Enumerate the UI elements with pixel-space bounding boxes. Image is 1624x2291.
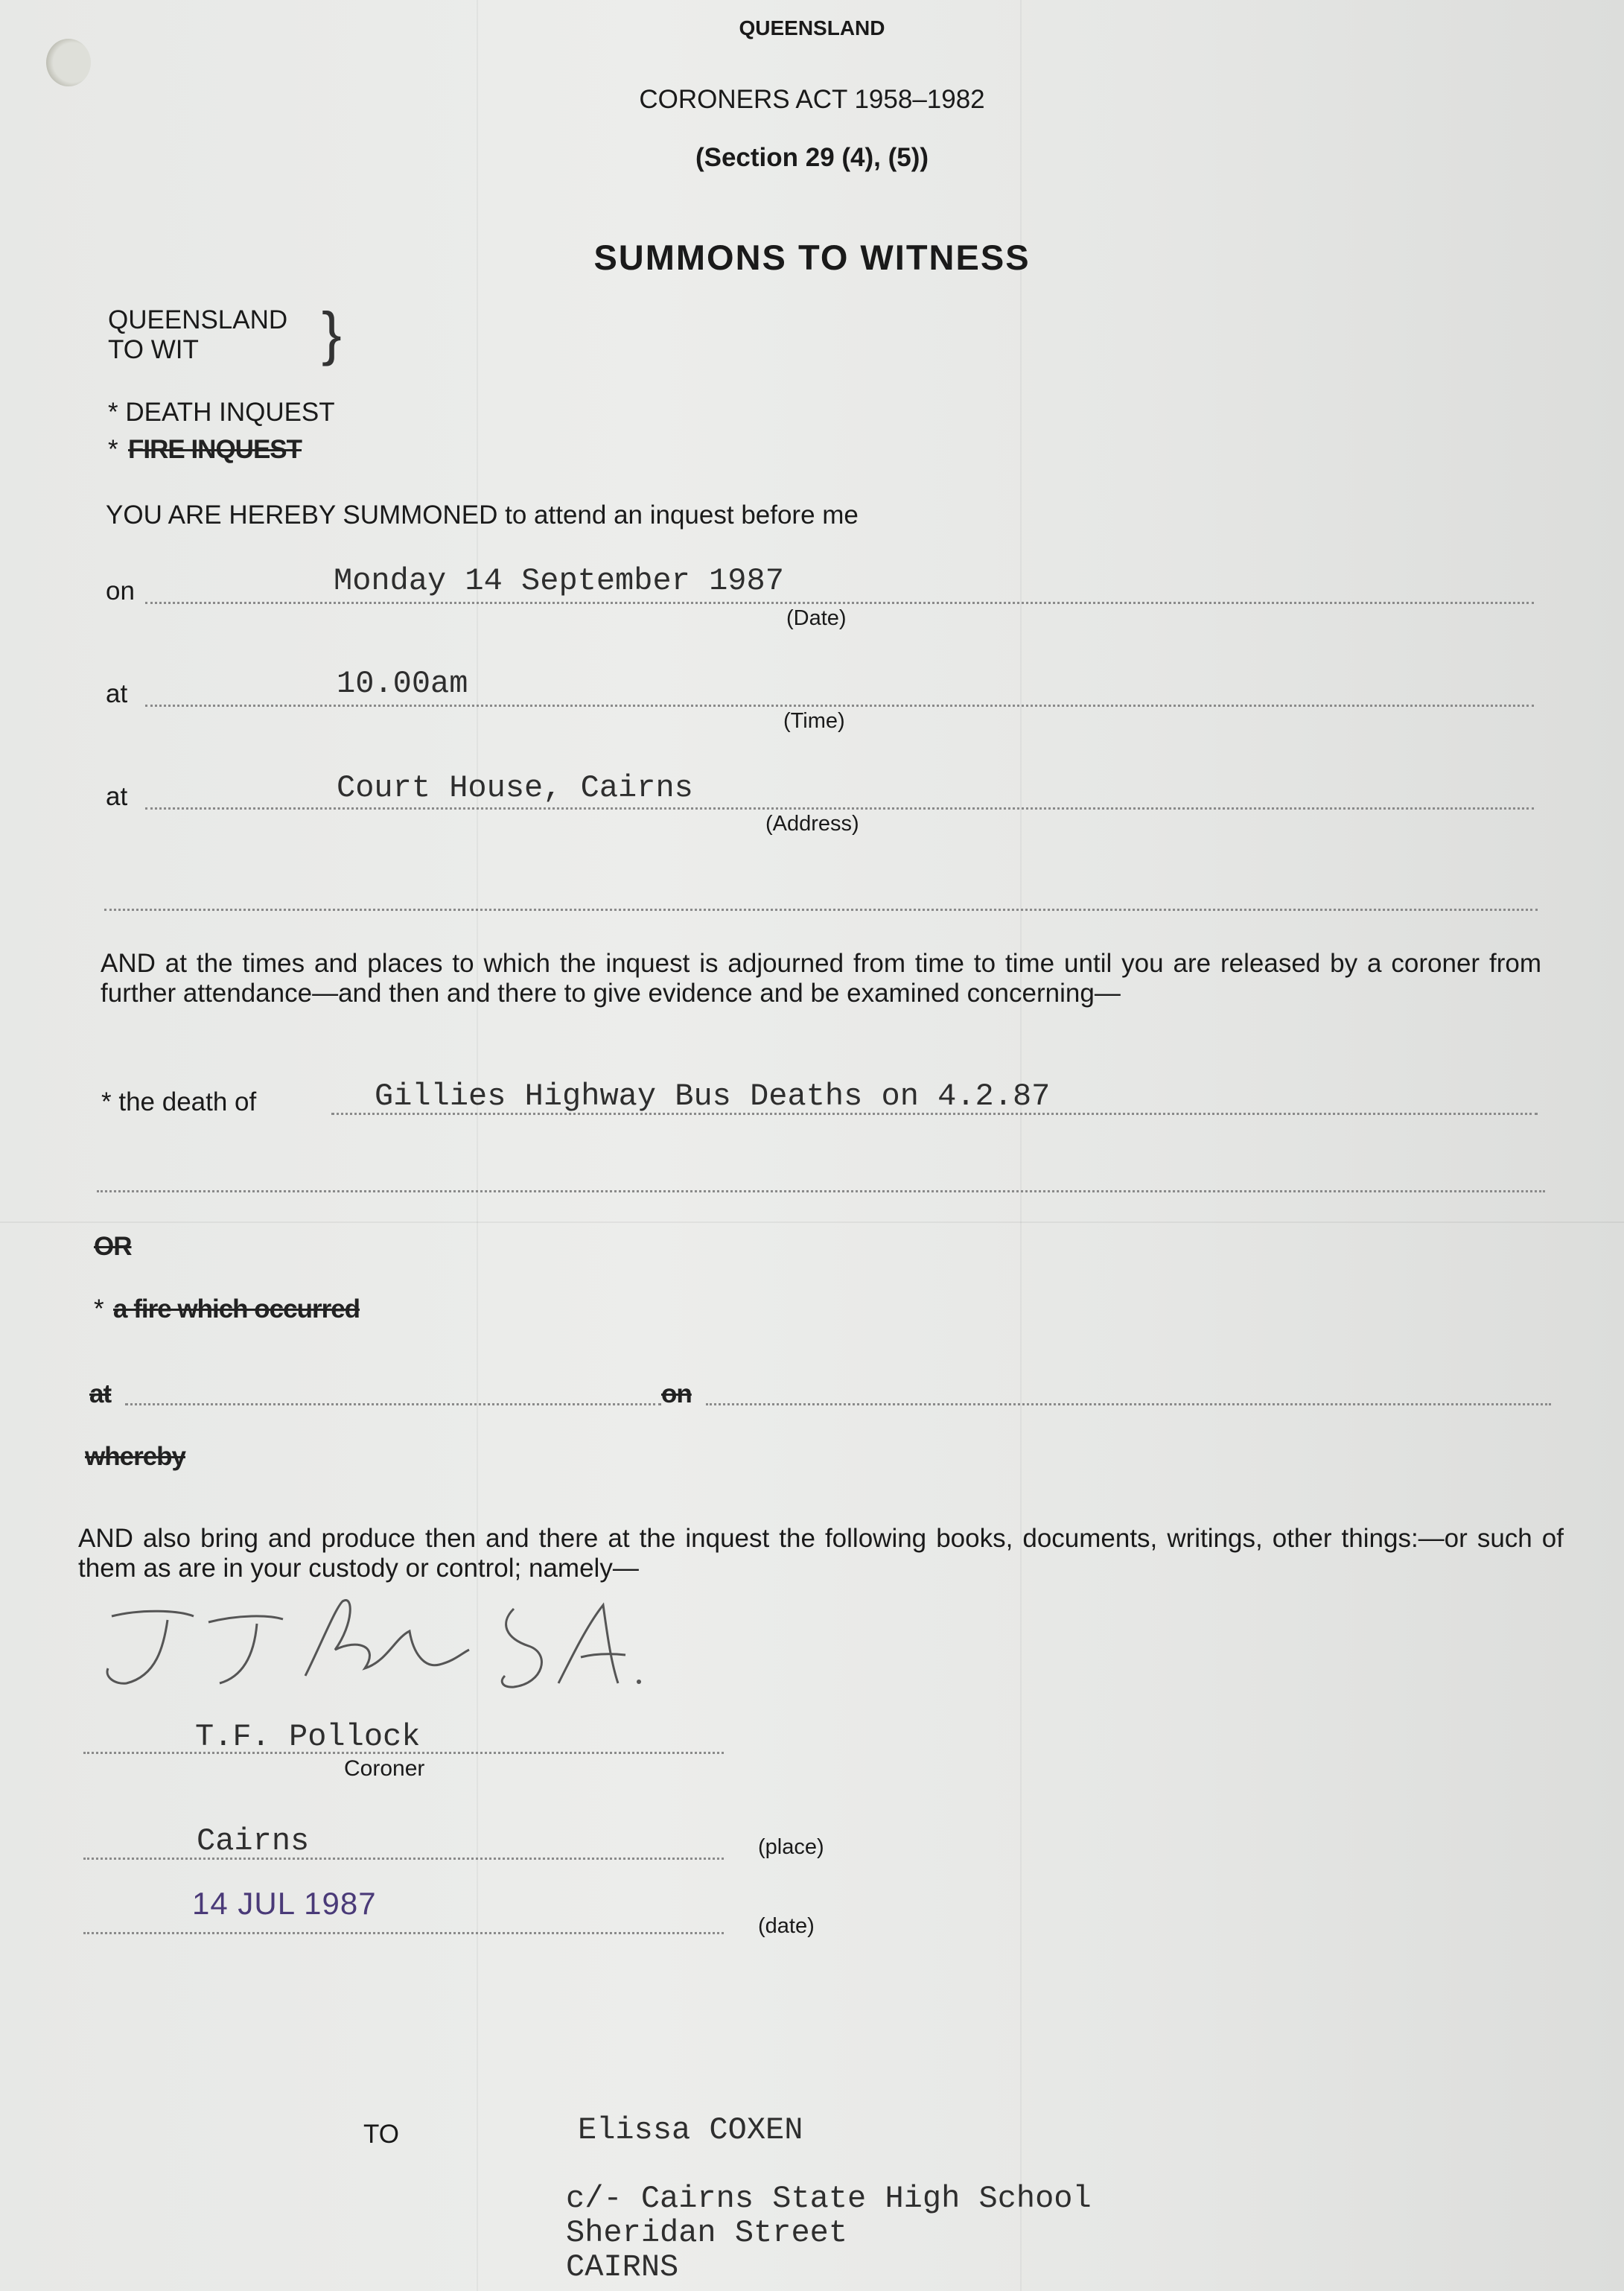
coroner-signature	[97, 1594, 663, 1706]
time-line	[145, 705, 1534, 707]
date-caption: (Date)	[786, 606, 847, 630]
address-caption: (Address)	[765, 812, 859, 836]
fire-occurred-struck-out: a fire which occurred	[113, 1294, 360, 1324]
paper-fold	[477, 0, 478, 2291]
date-line	[145, 602, 1534, 604]
place-caption: (place)	[758, 1835, 824, 1859]
produce-paragraph: AND also bring and produce then and there at the inquest the following books, documents, writings, other things:—or such of them as are in your custody or control; namely—	[78, 1524, 1564, 1583]
recipient-address-line-3: CAIRNS	[566, 2249, 679, 2285]
venue-state: QUEENSLAND	[108, 305, 288, 334]
coroner-name: T.F. Pollock	[195, 1719, 421, 1755]
or-struck-out: OR	[94, 1232, 132, 1261]
recipient-address-line-1: c/- Cairns State High School	[566, 2181, 1092, 2217]
date-stamp: 14 JUL 1987	[192, 1886, 377, 1921]
coroner-role: Coroner	[344, 1756, 425, 1781]
fire-inquest-struck-out: FIRE INQUEST	[128, 435, 302, 464]
death-of-label: * the death of	[101, 1087, 257, 1116]
punch-hole	[46, 39, 91, 86]
death-inquest-option: * DEATH INQUEST	[108, 398, 335, 427]
fire-at-line	[125, 1403, 661, 1405]
address-line	[145, 807, 1534, 810]
summons-statement: YOU ARE HEREBY SUMMONED to attend an inquest before me	[106, 501, 859, 530]
recipient-address-line-2: Sheridan Street	[566, 2215, 848, 2251]
hearing-date: Monday 14 September 1987	[334, 563, 784, 599]
fire-inquest-star: *	[108, 435, 118, 464]
on-struck-out: on	[661, 1379, 692, 1408]
place-value: Cairns	[197, 1823, 310, 1859]
coroner-signature-line	[83, 1752, 724, 1754]
fire-on-line	[706, 1403, 1551, 1405]
place-line	[83, 1858, 724, 1860]
hearing-address: Court House, Cairns	[337, 770, 693, 806]
act-title: CORONERS ACT 1958–1982	[639, 85, 985, 114]
venue-to-wit: TO WIT	[108, 335, 199, 364]
date-signed-caption: (date)	[758, 1914, 815, 1938]
at-struck-out: at	[89, 1379, 112, 1408]
death-of-line-2	[97, 1190, 1545, 1192]
at-address-label: at	[106, 782, 128, 811]
on-label: on	[106, 576, 135, 606]
jurisdiction-header: QUEENSLAND	[739, 16, 885, 39]
at-time-label: at	[106, 679, 128, 708]
section-reference: (Section 29 (4), (5))	[695, 143, 929, 172]
time-caption: (Time)	[783, 709, 845, 733]
whereby-struck-out: whereby	[85, 1442, 185, 1471]
adjournment-paragraph: AND at the times and places to which the inquest is adjourned from time to time until you are released by a coroner from further attendance—and then and there to give evidence and be examined concerning—	[101, 949, 1541, 1008]
death-of-value: Gillies Highway Bus Deaths on 4.2.87	[375, 1078, 1051, 1114]
paper-fold	[1020, 0, 1022, 2291]
venue-brace: }	[322, 300, 342, 366]
recipient-name: Elissa COXEN	[578, 2112, 803, 2148]
address-line-2	[104, 909, 1538, 911]
hearing-time: 10.00am	[337, 666, 468, 702]
signed-date-line	[83, 1932, 724, 1934]
paper-fold	[0, 1221, 1624, 1223]
document-title: SUMMONS TO WITNESS	[593, 238, 1031, 277]
fire-star: *	[94, 1294, 104, 1324]
to-label: TO	[363, 2120, 399, 2149]
